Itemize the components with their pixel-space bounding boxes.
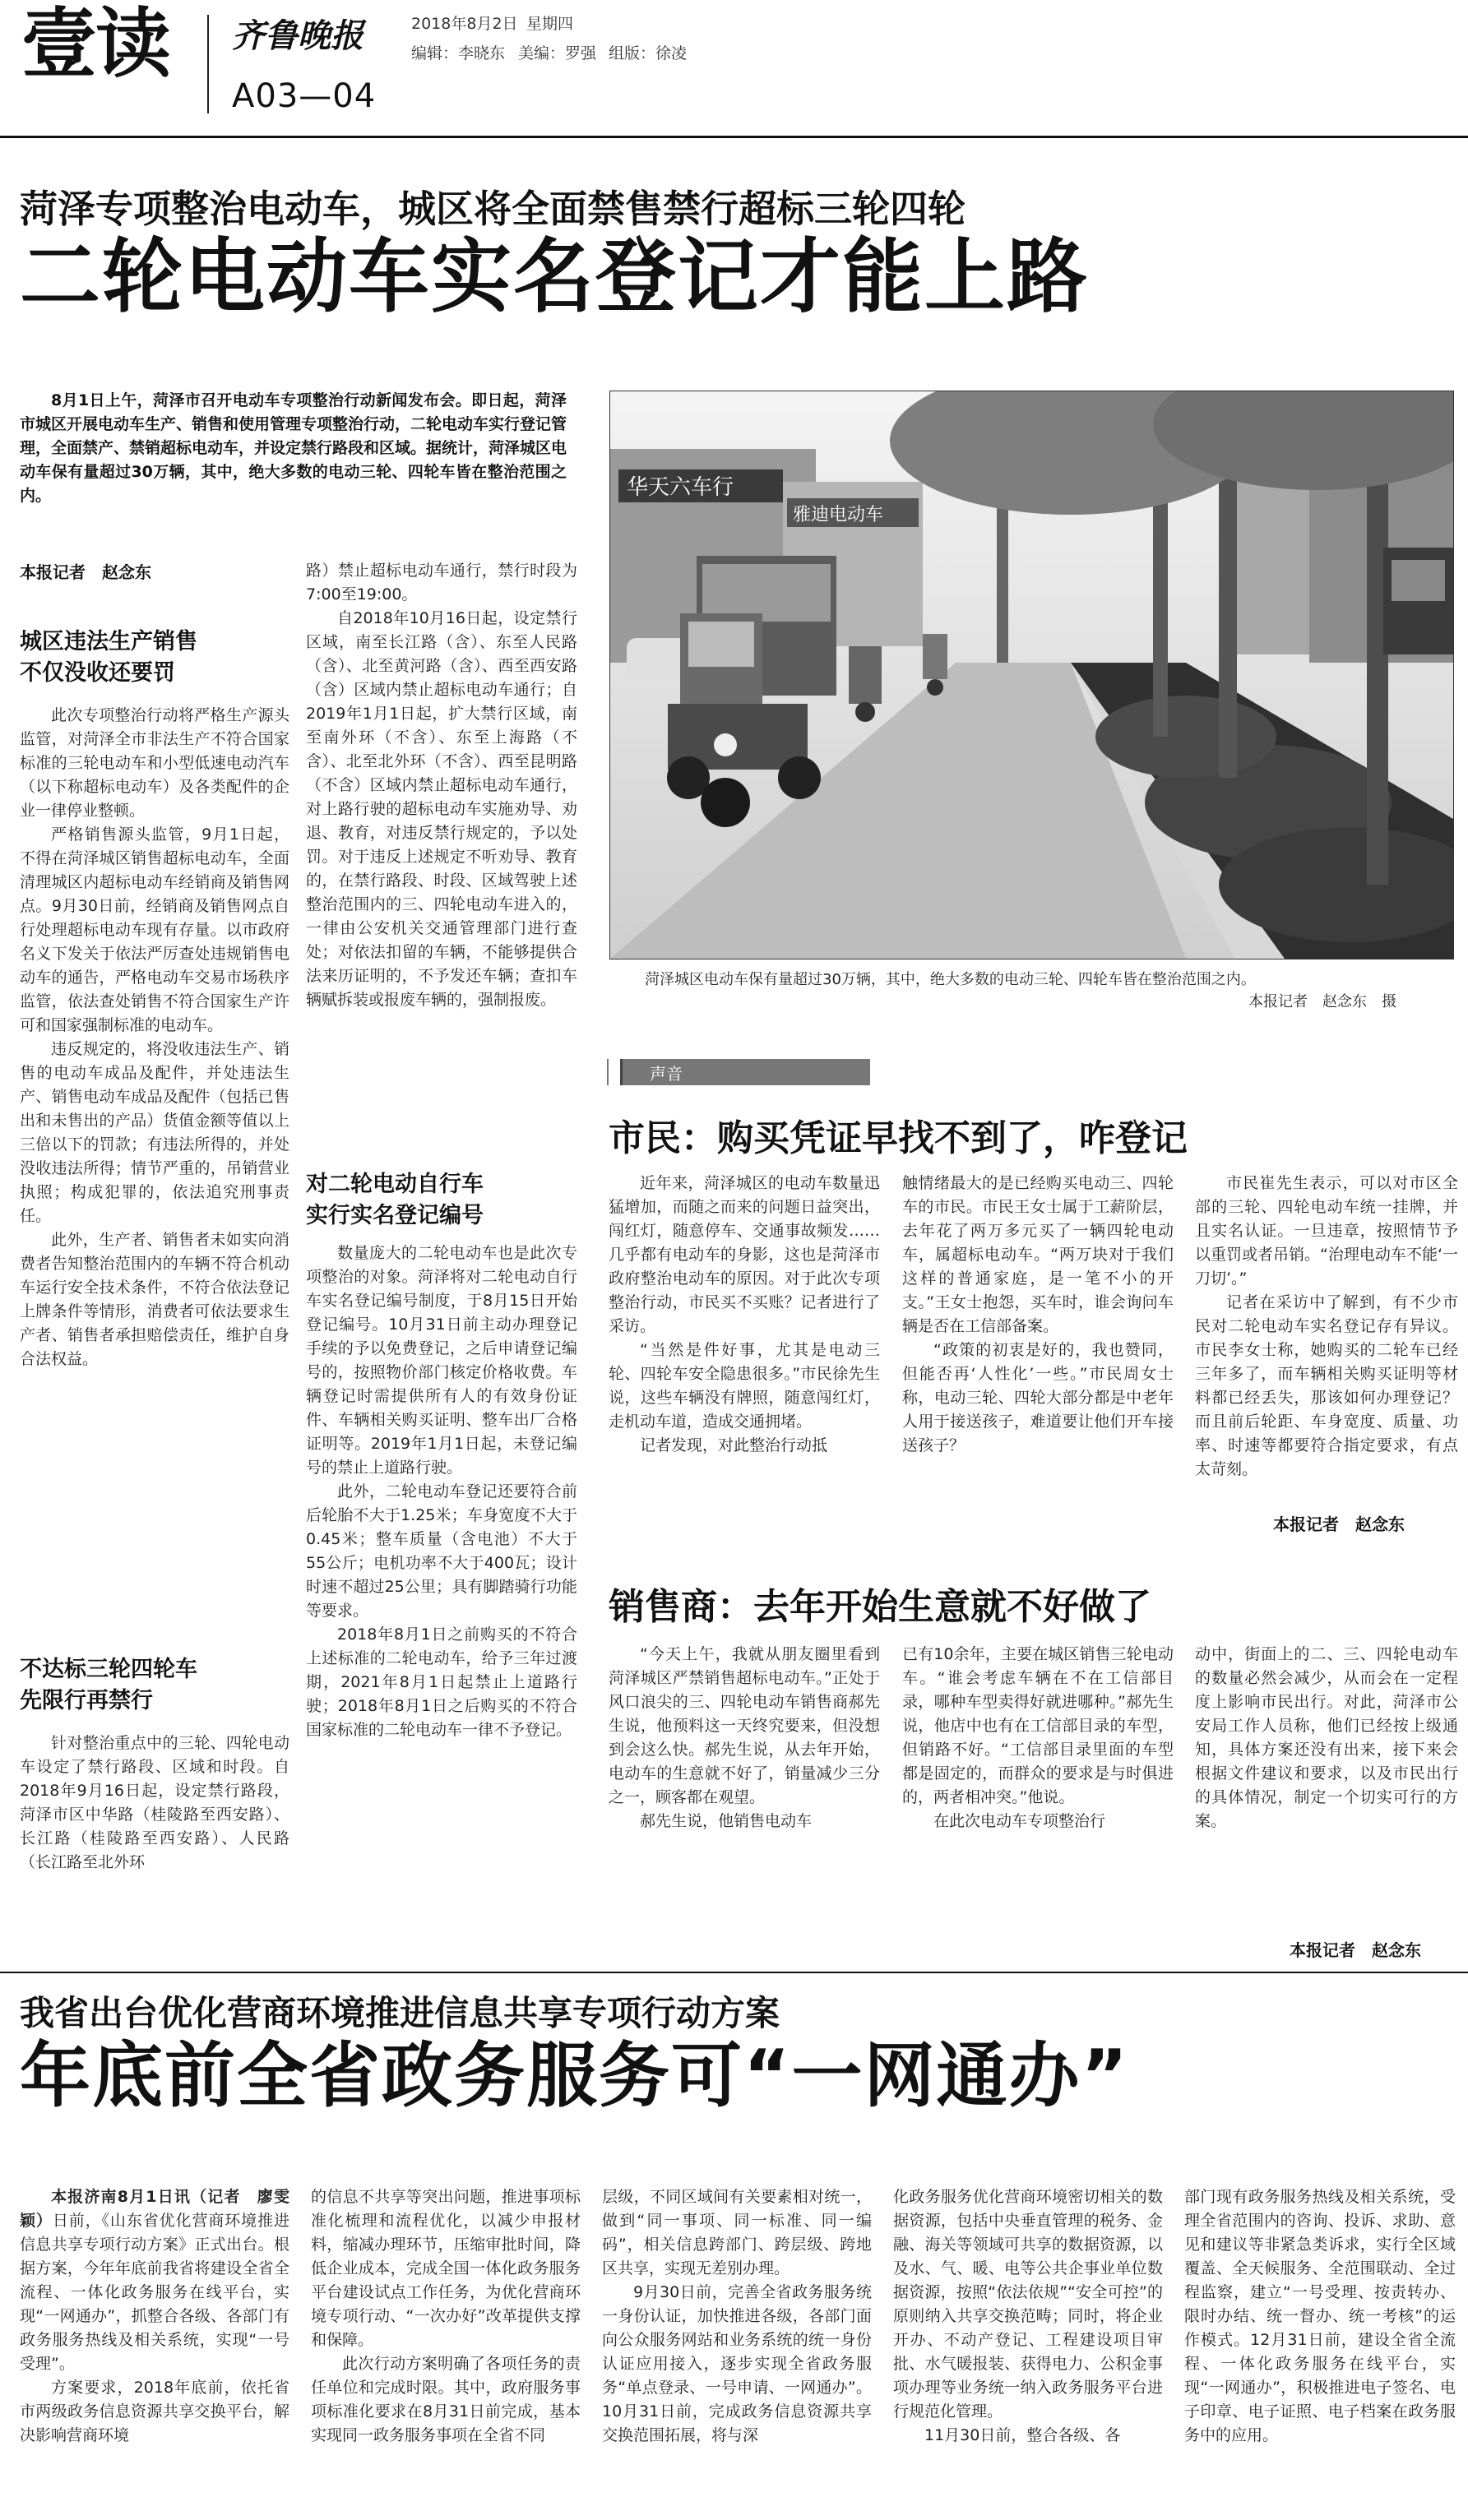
shop-sign-1: 华天六车行 xyxy=(627,475,734,500)
paragraph: 化政务服务优化营商环境密切相关的数据资源，包括中央垂直管理的税务、金融、海关等领域可共享的数据资源，以及水、气、暖、电等公共企事业单位数据资源，按照“依法依规”“安全可控”的原则纳入共享交换范畴；同时，将企业开办、不动产登记、工程建设项目审批、水气暖报装、获得电力、公积金事项办理等业务统一纳入政务服务平台进行规范化管理。 xyxy=(893,2188,1163,2421)
paragraph: 近年来，菏泽城区的电动车数量迅猛增加，而随之而来的问题日益突出，闯红灯，随意停车、交通事故频发……几乎都有电动车的身影，这也是菏泽市政府整治电动车的原因。对于此次专项整治行动，市民买不买账？记者进行了采访。 xyxy=(609,1174,880,1335)
paragraph: 触情绪最大的是已经购买电动三、四轮车的市民。市民王女士属于工薪阶层，去年花了两万多元买了一辆四轮电动车，属超标电动车。“两万块对于我们这样的普通家庭，是一笔不小的开支。”王女士抱怨，买车时，谁会询问车辆是否在工信部备案。 xyxy=(902,1174,1174,1335)
story1-column-1 xyxy=(20,704,289,1666)
paragraph: 此外，二轮电动车登记还要符合前后轮胎不大于1.25米；车身宽度不大于0.45米；整车质量（含电池）不大于55公斤；电机功率不大于400瓦；设计时速不超过25公里；具有脚踏骑行功能等要求。 xyxy=(306,1482,577,1620)
paragraph: 自2018年10月16日起，设定禁行区域，南至长江路（含）、东至人民路（含）、北至黄河路（含）、西至西安路（含）区域内禁止超标电动车通行；自2019年1月1日起，扩大禁行区域，南至南外环（不含）、东至上海路（不含）、北至北外环（不含）、西至昆明路（不含）区域内禁止超标电动车通行，对上路行驶的超标电动车实施劝导、劝退、教育，对违反禁行规定的，予以处罚。对于违反上述规定不听劝导、教育的，在禁行路段、时段、区域驾驶上述整治范围内的三、四轮电动车进入的，一律由公安机关交通管理部门进行查处；对依法扣留的车辆，不能够提供合法来历证明的，不予发还车辆；查扣车辆赋拆装或报废车辆的，强制报废。 xyxy=(306,609,577,1009)
paragraph: 记者发现，对此整治行动抵 xyxy=(640,1436,828,1454)
photo-credit: 本报记者 赵念东 摄 xyxy=(1248,993,1396,1010)
paragraph: 的信息不共享等突出问题，推进事项标准化梳理和流程优化，以减少申报材料，缩减办理环节，压缩审批时间，降低企业成本，完成全国一体化政务服务平台建设试点工作任务，为优化营商环境专项行动、“一次办好”改革提供支撑和保障。 xyxy=(311,2188,581,2349)
story1-column-2 xyxy=(306,559,577,1192)
paragraph: 针对整治重点中的三轮、四轮电动车设定了禁行路段、区域和时段。自2018年9月16日起，设定禁行路段，菏泽市区中华路（桂陵路至西安路）、长江路（桂陵路至西安路）、人民路（长江路至北外环 xyxy=(20,1734,289,1871)
masthead-rule xyxy=(0,136,1468,138)
paragraph: 已有10余年，主要在城区销售三轮电动车。“谁会考虑车辆在不在工信部目录，哪种车型卖得好就进哪种。”郝先生说，他店中也有在工信部目录的车型，但销路不好。“工信部目录里面的车型都是固定的，而群众的要求是与时俱进的，两者相冲突。”他说。 xyxy=(902,1645,1174,1806)
paragraph: 部门现有政务服务热线及相关系统，受理全省范围内的咨询、投诉、求助、意见和建议等非紧急类诉求，实行全区域覆盖、全天候服务、全范围联动、全过程监察，建立“一号受理、按责转办、限时办结、统一督办、统一考核”的运作模式。12月31日前，建设全省全流程、一体化政务服务在线平台，实现“一网通办”，积极推进电子签名、电子印章、电子证照、电子档案在政务服务中的应用。 xyxy=(1184,2188,1456,2444)
paragraph: 市民崔先生表示，可以对市区全部的三轮、四轮电动车统一挂牌，并且实名认证。一旦违章，按照情节予以重罚或者吊销。“治理电动车不能‘一刀切’。” xyxy=(1195,1174,1458,1288)
paragraph: 路）禁止超标电动车通行，禁行时段为7:00至19:00。 xyxy=(306,562,577,603)
seller-byline: 本报记者 赵念东 xyxy=(1290,1940,1421,1960)
paragraph: 记者在采访中了解到，有不少市民对二轮电动车实名登记存有异议。市民李女士称，她购买的二轮车已经三年多了，而车辆相关购买证明等材料都已经丢失，那该如何办理登记？而且前后轮距、车身宽度、质量、功率、时速等都要符合指定要求，有点太苛刻。 xyxy=(1195,1293,1458,1478)
story2-column-1 xyxy=(20,2185,289,2514)
citizen-column-2 xyxy=(902,1172,1174,1525)
voice-section-label: 声音 xyxy=(650,1064,683,1084)
paragraph: 违反规定的，将没收违法生产、销售的电动车成品及配件，并处违法生产、销售电动车成品及配件（包括已售出和未售出的产品）货值金额等值以上三倍以下的罚款；有违法所得的，并处没收违法所得；情节严重的，吊销营业执照；构成犯罪的，依法追究刑事责任。 xyxy=(20,1040,289,1225)
story2-column-2 xyxy=(311,2185,581,2514)
paragraph: 此次行动方案明确了各项任务的责任单位和完成时限。其中，政府服务事项标准化要求在8月31日前完成，基本实现同一政务服务事项在全省不同 xyxy=(311,2355,581,2444)
paragraph: “今天上午，我就从朋友圈里看到菏泽城区严禁销售超标电动车。”正处于风口浪尖的三、四轮电动车销售商郝先生说，他预料这一天终究要来，但没想到会这么快。郝先生说，从去年开始，电动车的生意就不好了，销量减少三分之一，顾客都在观望。 xyxy=(609,1645,880,1806)
section-title: 壹读 xyxy=(21,0,170,88)
story1-subhead-2: 不达标三轮四轮车 先限行再禁行 xyxy=(20,1657,197,1713)
paragraph: 此次专项整治行动将严格生产源头监管，对菏泽全市非法生产不符合国家标准的三轮电动车和小型低速电动汽车（以下称超标电动车）及各类配件的企业一律停业整顿。 xyxy=(20,706,289,820)
story2-dateline: 本报济南8月1日讯（记者 廖雯颖） xyxy=(20,2188,289,2230)
citizen-column-1 xyxy=(609,1172,880,1525)
paragraph: 在此次电动车专项整治行 xyxy=(933,1812,1106,1830)
story1-byline: 本报记者 赵念东 xyxy=(20,562,151,582)
photo-caption: 菏泽城区电动车保有量超过30万辆，其中，绝大多数的电动三轮、四轮车皆在整治范围之内。 xyxy=(645,971,1256,988)
voice-tab-bar xyxy=(607,1059,870,1085)
seller-column-2 xyxy=(902,1643,1174,1955)
paragraph: 数量庞大的二轮电动车也是此次专项整治的对象。菏泽将对二轮电动自行车实名登记编号制度，于8月15日开始登记编号。10月31日前主动办理登记手续的予以免费登记，之后申请登记编号的，按照物价部门核定价格收费。车辆登记时需提供所有人的有效身份证件、车辆相关购买证明、整车出厂合格证明等。2019年1月1日起，未登记编号的禁止上道路行驶。 xyxy=(306,1244,577,1477)
editor-credit: 编辑：李晓东 xyxy=(411,44,506,62)
masthead-divider xyxy=(207,15,209,113)
proof-credit: 组版：徐凌 xyxy=(609,44,688,62)
voice-tab-marker xyxy=(609,1059,623,1085)
story1-headline: 二轮电动车实名登记才能上路 xyxy=(20,230,1090,324)
paragraph: 此外，生产者、销售者未如实向消费者告知整治范围内的车辆不符合机动车运行安全技术条件，不符合依法登记上牌条件等情形，消费者可依法要求生产者、销售者承担赔偿责任，维护自身合法权益。 xyxy=(20,1231,289,1368)
paragraph: 日前，《山东省优化营商环境推进信息共享专项行动方案》正式出台。根据方案，今年年底前我省将建设全省全流程、一体化政务服务在线平台，实现“一网通办”，抓整合各级、各部门有政务服务热线及相关系统，实现“一号受理”。 xyxy=(20,2212,289,2373)
story2-column-4 xyxy=(893,2185,1163,2514)
story1-lead: 8月1日上午，菏泽市召开电动车专项整治行动新闻发布会。即日起，菏泽市城区开展电动车生产、销售和使用管理专项整治行动，二轮电动车实行登记管理，全面禁产、禁销超标电动车，并设定禁行路段和区域。据统计，菏泽城区电动车保有量超过30万辆，其中，绝大多数的电动三轮、四轮车皆在整治范围之内。 xyxy=(20,391,567,505)
paragraph: 严格销售源头监管，9月1日起，不得在菏泽城区销售超标电动车，全面清理城区内超标电动车经销商及销售网点。9月30日前，经销商及销售网点自行处理超标电动车现有存量。以市政府名义下发关于依法严厉查处违规销售电动车的通告，严格电动车交易市场秩序监管，依法查处销售不符合国家生产许可和国家强制标准的电动车。 xyxy=(20,825,289,1034)
story2-kicker: 我省出台优化营商环境推进信息共享专项行动方案 xyxy=(20,1993,780,2033)
seller-column-3 xyxy=(1195,1643,1458,1906)
paragraph: 方案要求，2018年底前，依托省市两级政务信息资源共享交换平台，解决影响营商环境 xyxy=(20,2379,289,2444)
seller-column-1 xyxy=(609,1643,880,1955)
issue-weekday: 星期四 xyxy=(526,15,574,33)
paragraph: 9月30日前，完善全省政务服务统一身份认证，加快推进各级，各部门面向公众服务网站和业务系统的统一身份认证应用接入，逐步实现全省政务服务“单点登录、一号申请、一网通办”。10月31日前，完成政务信息资源共享交换范围拓展，将与深 xyxy=(602,2283,872,2444)
paragraph: 郝先生说，他销售电动车 xyxy=(640,1812,813,1830)
paragraph: 2018年8月1日之前购买的不符合上述标准的二轮电动车，给予三年过渡期，2021年8月1日起禁止上道路行驶；2018年8月1日之后购买的不符合国家标准的二轮电动车一律不予登记。 xyxy=(306,1625,577,1739)
citizen-column-3 xyxy=(1195,1172,1458,1500)
page-number: A03—04 xyxy=(232,77,377,115)
shop-sign-2: 雅迪电动车 xyxy=(793,505,884,525)
story2-headline: 年底前全省政务服务可“一网通办” xyxy=(20,2035,1130,2117)
paragraph: “当然是件好事，尤其是电动三轮、四轮车安全隐患很多。”市民徐先生说，这些车辆没有牌照，随意闯红灯，走机动车道，造成交通拥堵。 xyxy=(609,1341,880,1431)
paragraph: 11月30日前，整合各级、各 xyxy=(924,2426,1121,2444)
story1-subhead-1: 城区违法生产销售 不仅没收还要罚 xyxy=(20,629,197,686)
story1-subhead-3: 对二轮电动自行车 实行实名登记编号 xyxy=(306,1172,484,1228)
news-photo xyxy=(609,391,1454,959)
paragraph: “政策的初衷是好的，我也赞同，但能否再‘人性化’一些。”市民周女士称，电动三轮、四轮大部分都是中老年人用于接送孩子，难道要让他们开车接送孩子？ xyxy=(902,1341,1174,1454)
paragraph: 动中，街面上的二、三、四轮电动车的数量必然会减少，从而会在一定程度上影响市民出行。对此，菏泽市公安局工作人员称，他们已经按上级通知，具体方案还没有出来，接下来会根据文件建议和要求，以及市民出行的具体情况，制定一个切实可行的方案。 xyxy=(1195,1645,1458,1830)
seller-section-title: 销售商：去年开始生意就不好做了 xyxy=(609,1586,1151,1628)
story1-column-1b xyxy=(20,1732,289,1970)
citizen-section-title: 市民：购买凭证早找不到了，咋登记 xyxy=(609,1117,1188,1159)
issue-date: 2018年8月2日 xyxy=(411,15,518,33)
street-scene-photo xyxy=(610,391,1453,959)
newspaper-name: 齐鲁晚报 xyxy=(232,16,364,55)
story1-column-2b xyxy=(306,1242,577,1965)
paragraph: 层级，不同区域间有关要素相对统一，做到“同一事项、同一标准、同一编码”，相关信息跨部门、跨层级、跨地区共享，实现无差别办理。 xyxy=(602,2188,872,2277)
citizen-byline: 本报记者 赵念东 xyxy=(1273,1514,1405,1534)
story2-column-5 xyxy=(1184,2185,1456,2514)
designer-credit: 美编：罗强 xyxy=(518,44,597,62)
story1-kicker: 菏泽专项整治电动车，城区将全面禁售禁行超标三轮四轮 xyxy=(20,187,966,231)
story2-column-3 xyxy=(602,2185,872,2514)
story-divider xyxy=(0,1972,1468,1973)
